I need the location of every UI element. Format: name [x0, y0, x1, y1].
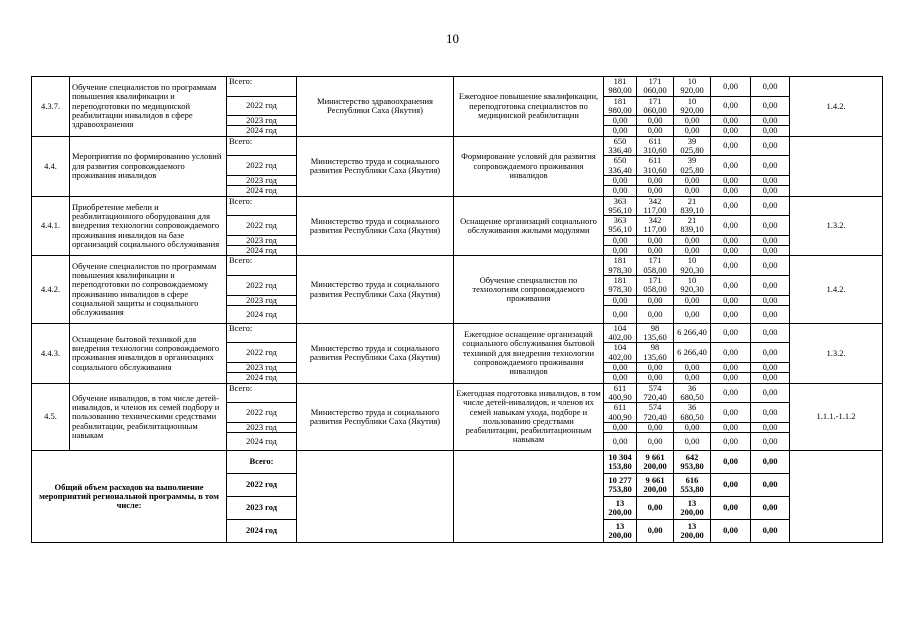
amount-cell: 0,00 — [711, 256, 751, 276]
amount-cell: 0,00 — [711, 186, 751, 196]
total-amount-cell: 0,00 — [751, 451, 790, 474]
amount-cell: 611 310,60 — [637, 156, 674, 176]
amount-cell: 0,00 — [637, 175, 674, 185]
amount-cell: 0,00 — [637, 363, 674, 373]
period-label: 2024 год — [227, 433, 297, 451]
measure-name: Обучение специалистов по программам повышения квалификации и переподготовки по сопровождаемому проживанию инвалидов в сфере социальной защиты и социального обслуживания — [70, 256, 227, 323]
amount-cell: 0,00 — [604, 433, 637, 451]
amount-cell: 10 920,00 — [674, 96, 711, 116]
total-period-label: 2024 год — [227, 520, 297, 543]
measure-number: 4.4.2. — [32, 256, 70, 323]
indicator-reference: 1.1.1.-1.1.2 — [790, 383, 883, 450]
amount-cell: 0,00 — [711, 305, 751, 323]
amount-cell: 0,00 — [751, 246, 790, 256]
amount-cell: 10 920,30 — [674, 275, 711, 295]
amount-cell: 0,00 — [604, 305, 637, 323]
total-amount-cell: 0,00 — [637, 520, 674, 543]
amount-cell: 0,00 — [637, 186, 674, 196]
period-label: 2023 год — [227, 363, 297, 373]
amount-cell: 0,00 — [711, 156, 751, 176]
total-amount-cell: 0,00 — [711, 497, 751, 520]
amount-cell: 98 135,60 — [637, 343, 674, 363]
amount-cell: 0,00 — [604, 175, 637, 185]
amount-cell: 171 058,00 — [637, 256, 674, 276]
amount-cell: 0,00 — [751, 96, 790, 116]
amount-cell: 0,00 — [751, 196, 790, 216]
amount-cell: 0,00 — [711, 216, 751, 236]
amount-cell: 171 058,00 — [637, 275, 674, 295]
amount-cell: 0,00 — [637, 305, 674, 323]
amount-cell: 0,00 — [711, 175, 751, 185]
amount-cell: 10 920,30 — [674, 256, 711, 276]
amount-cell: 0,00 — [711, 403, 751, 423]
period-label: Всего: — [227, 196, 297, 216]
measure-number: 4.3.7. — [32, 77, 70, 137]
amount-cell: 0,00 — [711, 295, 751, 305]
total-amount-cell: 0,00 — [751, 497, 790, 520]
total-amount-cell: 0,00 — [711, 474, 751, 497]
amount-cell: 0,00 — [711, 275, 751, 295]
amount-cell: 0,00 — [674, 295, 711, 305]
total-result-empty — [454, 451, 604, 543]
amount-cell: 0,00 — [674, 126, 711, 136]
period-label: 2023 год — [227, 295, 297, 305]
total-amount-cell: 9 661 200,00 — [637, 474, 674, 497]
amount-cell: 0,00 — [751, 136, 790, 156]
amount-cell: 39 025,80 — [674, 156, 711, 176]
amount-cell: 0,00 — [751, 256, 790, 276]
amount-cell: 0,00 — [751, 373, 790, 383]
amount-cell: 0,00 — [711, 235, 751, 245]
amount-cell: 0,00 — [637, 373, 674, 383]
measure-name: Обучение инвалидов, в том числе детей-инвалидов, и членов их семей подбору и пользованию техническими средствами реабилитации, реабилитационным навыкам — [70, 383, 227, 450]
amount-cell: 0,00 — [637, 126, 674, 136]
period-label: 2022 год — [227, 216, 297, 236]
expected-result: Ежегодное повышение квалификации, переподготовка специалистов по медицинской реабилитации — [454, 77, 604, 137]
amount-cell: 0,00 — [711, 77, 751, 97]
total-period-label: Всего: — [227, 451, 297, 474]
amount-cell: 0,00 — [711, 246, 751, 256]
measure-name: Оснащение бытовой техникой для внедрения технологии сопровождаемого проживания инвалидов в организациях социального обслуживания — [70, 323, 227, 383]
amount-cell: 0,00 — [604, 116, 637, 126]
amount-cell: 0,00 — [674, 305, 711, 323]
amount-cell: 0,00 — [751, 156, 790, 176]
amount-cell: 0,00 — [751, 275, 790, 295]
total-amount-cell: 10 304 153,80 — [604, 451, 637, 474]
total-amount-cell: 0,00 — [751, 474, 790, 497]
amount-cell: 0,00 — [637, 433, 674, 451]
amount-cell: 36 680,50 — [674, 383, 711, 403]
total-amount-cell: 13 200,00 — [674, 520, 711, 543]
amount-cell: 0,00 — [751, 126, 790, 136]
amount-cell: 0,00 — [604, 373, 637, 383]
total-amount-cell: 13 200,00 — [604, 497, 637, 520]
amount-cell: 611 400,90 — [604, 403, 637, 423]
period-label: Всего: — [227, 256, 297, 276]
amount-cell: 181 978,30 — [604, 275, 637, 295]
total-amount-cell: 13 200,00 — [674, 497, 711, 520]
measure-name: Обучение специалистов по программам повышения квалификации и переподготовки по медицинской реабилитации инвалидов в сфере здравоохранения — [70, 77, 227, 137]
amount-cell: 0,00 — [604, 295, 637, 305]
amount-cell: 0,00 — [751, 116, 790, 126]
table-row — [32, 383, 883, 403]
period-label: 2023 год — [227, 235, 297, 245]
amount-cell: 0,00 — [751, 403, 790, 423]
indicator-reference: 1.4.2. — [790, 77, 883, 137]
amount-cell: 0,00 — [604, 235, 637, 245]
period-label: 2023 год — [227, 116, 297, 126]
amount-cell: 6 266,40 — [674, 323, 711, 343]
amount-cell: 0,00 — [604, 186, 637, 196]
period-label: Всего: — [227, 323, 297, 343]
amount-cell: 0,00 — [604, 422, 637, 432]
amount-cell: 0,00 — [711, 363, 751, 373]
amount-cell: 0,00 — [751, 186, 790, 196]
amount-cell: 0,00 — [711, 343, 751, 363]
amount-cell: 650 336,40 — [604, 156, 637, 176]
period-label: 2024 год — [227, 126, 297, 136]
amount-cell: 171 060,00 — [637, 96, 674, 116]
measure-number: 4.4.1. — [32, 196, 70, 256]
amount-cell: 0,00 — [751, 383, 790, 403]
program-expenses-table — [31, 76, 883, 543]
amount-cell: 363 956,10 — [604, 216, 637, 236]
amount-cell: 0,00 — [751, 295, 790, 305]
amount-cell: 171 060,00 — [637, 77, 674, 97]
period-label: 2023 год — [227, 422, 297, 432]
amount-cell: 0,00 — [637, 235, 674, 245]
amount-cell: 0,00 — [674, 246, 711, 256]
page-number: 10 — [446, 31, 459, 46]
expected-result: Ежегодная подготовка инвалидов, в том числе детей-инвалидов, и членов их семей навыкам ухода, подборе и пользованию средствами реабилитации, реабилитационным навыкам — [454, 383, 604, 450]
amount-cell: 0,00 — [751, 175, 790, 185]
total-amount-cell: 10 277 753,80 — [604, 474, 637, 497]
table-row — [32, 196, 883, 216]
period-label: 2023 год — [227, 175, 297, 185]
period-label: 2022 год — [227, 275, 297, 295]
amount-cell: 0,00 — [711, 126, 751, 136]
executor: Министерство труда и социального развития Республики Саха (Якутия) — [297, 196, 454, 256]
expected-result: Ежегодное оснащение организаций социального обслуживания бытовой техникой для внедрения технологии сопровождаемого проживания инвалидов — [454, 323, 604, 383]
expected-result: Формирование условий для развития сопровождаемого проживания инвалидов — [454, 136, 604, 196]
executor: Министерство труда и социального развития Республики Саха (Якутия) — [297, 383, 454, 450]
measure-number: 4.4.3. — [32, 323, 70, 383]
amount-cell: 0,00 — [604, 246, 637, 256]
indicator-reference: 1.3.2. — [790, 323, 883, 383]
period-label: 2022 год — [227, 343, 297, 363]
measure-number: 4.5. — [32, 383, 70, 450]
amount-cell: 0,00 — [751, 343, 790, 363]
measure-number: 4.4. — [32, 136, 70, 196]
total-amount-cell: 616 553,80 — [674, 474, 711, 497]
period-label: Всего: — [227, 383, 297, 403]
amount-cell: 10 920,00 — [674, 77, 711, 97]
measure-name: Приобретение мебели и реабилитационного оборудования для внедрения технологии сопровождаемого проживания инвалидов на базе организаций социального обслуживания — [70, 196, 227, 256]
amount-cell: 0,00 — [674, 363, 711, 373]
amount-cell: 574 720,40 — [637, 403, 674, 423]
amount-cell: 342 117,00 — [637, 216, 674, 236]
expected-result: Оснащение организаций социального обслуживания жилыми модулями — [454, 196, 604, 256]
amount-cell: 6 266,40 — [674, 343, 711, 363]
amount-cell: 650 336,40 — [604, 136, 637, 156]
amount-cell: 342 117,00 — [637, 196, 674, 216]
amount-cell: 0,00 — [711, 422, 751, 432]
amount-cell: 0,00 — [674, 175, 711, 185]
amount-cell: 611 400,90 — [604, 383, 637, 403]
amount-cell: 104 402,00 — [604, 343, 637, 363]
period-label: Всего: — [227, 77, 297, 97]
amount-cell: 0,00 — [711, 116, 751, 126]
total-amount-cell: 0,00 — [711, 520, 751, 543]
indicator-reference — [790, 136, 883, 196]
total-amount-cell: 642 953,80 — [674, 451, 711, 474]
period-label: 2024 год — [227, 246, 297, 256]
amount-cell: 0,00 — [674, 373, 711, 383]
amount-cell: 39 025,80 — [674, 136, 711, 156]
amount-cell: 0,00 — [674, 433, 711, 451]
amount-cell: 0,00 — [674, 186, 711, 196]
period-label: 2024 год — [227, 186, 297, 196]
amount-cell: 0,00 — [674, 116, 711, 126]
amount-cell: 0,00 — [637, 116, 674, 126]
amount-cell: 0,00 — [637, 295, 674, 305]
amount-cell: 21 839,10 — [674, 196, 711, 216]
amount-cell: 0,00 — [674, 235, 711, 245]
amount-cell: 0,00 — [751, 363, 790, 373]
amount-cell: 21 839,10 — [674, 216, 711, 236]
table-row — [32, 323, 883, 343]
executor: Министерство труда и социального развития Республики Саха (Якутия) — [297, 256, 454, 323]
period-label: 2022 год — [227, 96, 297, 116]
executor: Министерство труда и социального развития Республики Саха (Якутия) — [297, 136, 454, 196]
amount-cell: 181 980,00 — [604, 96, 637, 116]
amount-cell: 0,00 — [674, 422, 711, 432]
total-amount-cell: 0,00 — [711, 451, 751, 474]
amount-cell: 0,00 — [604, 126, 637, 136]
amount-cell: 0,00 — [751, 235, 790, 245]
amount-cell: 0,00 — [751, 323, 790, 343]
amount-cell: 36 680,50 — [674, 403, 711, 423]
amount-cell: 0,00 — [711, 136, 751, 156]
table-row — [32, 77, 883, 97]
amount-cell: 98 135,60 — [637, 323, 674, 343]
amount-cell: 574 720,40 — [637, 383, 674, 403]
total-period-label: 2022 год — [227, 474, 297, 497]
period-label: 2024 год — [227, 305, 297, 323]
period-label: 2022 год — [227, 156, 297, 176]
total-amount-cell: 9 661 200,00 — [637, 451, 674, 474]
indicator-reference: 1.4.2. — [790, 256, 883, 323]
amount-cell: 0,00 — [751, 305, 790, 323]
amount-cell: 181 980,00 — [604, 77, 637, 97]
total-amount-cell: 0,00 — [637, 497, 674, 520]
amount-cell: 0,00 — [751, 216, 790, 236]
amount-cell: 0,00 — [751, 422, 790, 432]
amount-cell: 0,00 — [711, 383, 751, 403]
amount-cell: 363 956,10 — [604, 196, 637, 216]
period-label: Всего: — [227, 136, 297, 156]
total-period-label: 2023 год — [227, 497, 297, 520]
indicator-reference: 1.3.2. — [790, 196, 883, 256]
amount-cell: 0,00 — [711, 96, 751, 116]
period-label: 2022 год — [227, 403, 297, 423]
amount-cell: 0,00 — [751, 77, 790, 97]
total-row — [32, 451, 883, 474]
amount-cell: 0,00 — [711, 373, 751, 383]
amount-cell: 0,00 — [711, 433, 751, 451]
amount-cell: 0,00 — [711, 196, 751, 216]
amount-cell: 611 310,60 — [637, 136, 674, 156]
amount-cell: 0,00 — [711, 323, 751, 343]
executor: Министерство труда и социального развития Республики Саха (Якутия) — [297, 323, 454, 383]
amount-cell: 104 402,00 — [604, 323, 637, 343]
measure-name: Мероприятия по формированию условий для развития сопровождаемого проживания инвалидов — [70, 136, 227, 196]
table-row — [32, 136, 883, 156]
amount-cell: 0,00 — [637, 246, 674, 256]
total-amount-cell: 13 200,00 — [604, 520, 637, 543]
amount-cell: 0,00 — [637, 422, 674, 432]
expected-result: Обучение специалистов по технологиям сопровождаемого проживания — [454, 256, 604, 323]
amount-cell: 181 978,30 — [604, 256, 637, 276]
executor: Министерство здравоохранения Республики Саха (Якутия) — [297, 77, 454, 137]
total-executor-empty — [297, 451, 454, 543]
total-amount-cell: 0,00 — [751, 520, 790, 543]
table-row — [32, 256, 883, 276]
total-label: Общий объем расходов на выполнение мероприятий региональной программы, в том числе: — [32, 451, 227, 543]
period-label: 2024 год — [227, 373, 297, 383]
total-reference-empty — [790, 451, 883, 543]
amount-cell: 0,00 — [604, 363, 637, 373]
amount-cell: 0,00 — [751, 433, 790, 451]
